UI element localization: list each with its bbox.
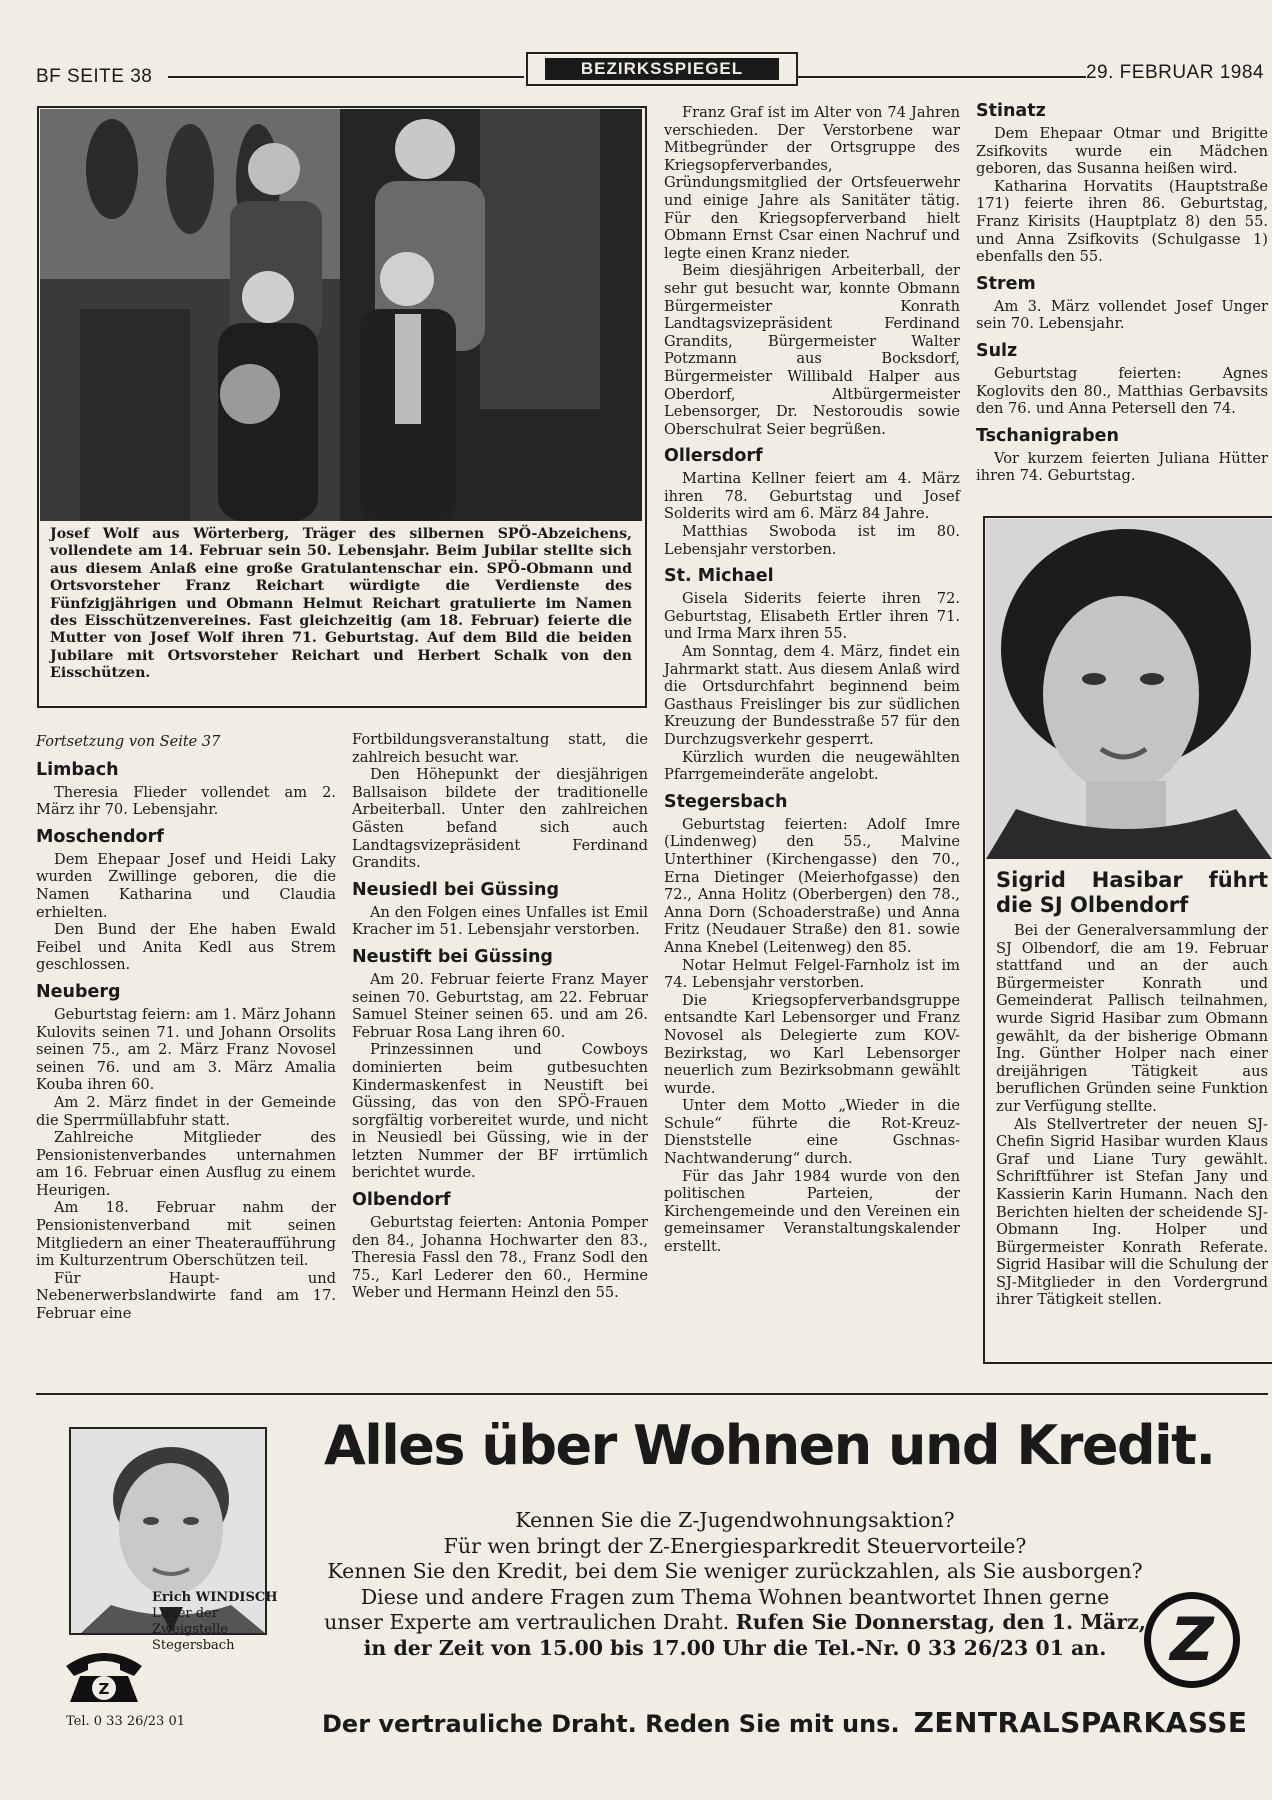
column-1 [36, 734, 336, 1323]
michael-text-1: Gisela Siderits feierte ihren 72. Geburtstag, Elisabeth Ertler ihren 71. und Irma Marx ihren 55. [664, 590, 960, 643]
heading-sulz: Sulz [976, 340, 1018, 361]
neustift-text-2: Prinzessinnen und Cowboys dominierten beim gutbesuchten Kindermaskenfest in Neustift bei Güssing, das von den SPÖ-Frauen sorgfältig vorbereitet wurde, und nicht in Neusiedl bei Güssing, wie in der letzten Nummer der BF irrtümlich berichtet wurde. [352, 1041, 648, 1182]
heading-strem: Strem [976, 273, 1036, 294]
advisor-contact [152, 1590, 278, 1654]
ad-line-3: Kennen Sie den Kredit, bei dem Sie weniger zurückzahlen, als Sie ausborgen? [327, 1559, 1143, 1584]
heading-st-michael: St. Michael [664, 566, 774, 587]
z-logo-icon [1144, 1592, 1240, 1688]
michael-text-3: Kürzlich wurden die neugewählten Pfarrgemeinderäte angelobt. [664, 748, 960, 784]
ad-line-4: Diese und andere Fragen zum Thema Wohnen beantwortet Ihnen gerne [360, 1584, 1110, 1609]
photo-caption: Josef Wolf aus Wörterberg, Träger des silbernen SPÖ-Abzeichens, vollendete am 14. Februar sein 50. Lebensjahr. Beim Jubilar stellte sich aus diesem Anlaß eine große Gratulantenschar ein. SPÖ-Obmann und Ortsvorsteher Franz Reichart würdigte die Verdienste des Fünfzigjährigen und Obmann Helmut Reichart gratulierte im Namen des Eisschützenvereines. Fast gleichzeitig (am 18. Februar) feierte die Mutter von Josef Wolf ihren 71. Geburtstag. Auf dem Bild die beiden Jubilare mit Ortsvorsteher Reichart und Herbert Schalk von den Eisschützen. [50, 526, 632, 682]
advisor-name: Erich WINDISCH [152, 1590, 278, 1605]
stegersbach-text-2: Notar Helmut Felgel-Farnholz ist im 74. Lebensjahr verstorben. [664, 956, 960, 992]
ollersdorf-text-2: Matthias Swoboda ist im 80. Lebensjahr verstorben. [664, 523, 960, 558]
ad-line-6: in der Zeit von 15.00 bis 17.00 Uhr die Tel.-Nr. 0 33 26/23 01 an. [363, 1635, 1107, 1660]
advisor-role-2: Zweigstelle [152, 1622, 228, 1637]
moschendorf-text-2: Den Bund der Ehe haben Ewald Feibel und Anita Kedl aus Strem geschlossen. [36, 921, 336, 974]
issue-date: 29. FEBRUAR 1984 [1085, 62, 1264, 83]
header-rule-right [796, 76, 1086, 78]
sj-article [996, 868, 1268, 1309]
telephone-icon [62, 1646, 146, 1706]
neusiedl-text-1: An den Folgen eines Unfalles ist Emil Kracher im 51. Lebensjahr verstorben. [352, 903, 648, 939]
continuation-note: Fortsetzung von Seite 37 [36, 734, 221, 750]
olbendorf-text-1: Geburtstag feierten: Antonia Pomper den 84., Johanna Hochwarter den 83., Theresia Fassl den 78., Franz Sodl den 75., Karl Lederer den 60., Hermine Weber und Hermann Heinzl den 55. [352, 1214, 648, 1302]
heading-tschanigraben: Tschanigraben [976, 425, 1119, 446]
section-label [526, 52, 798, 86]
sulz-text-1: Geburtstag feierten: Agnes Koglovits den 80., Matthias Gerbavsits den 76. und Anna Petersell den 74. [976, 364, 1268, 418]
ad-line-5a: unser Experte am vertraulichen Draht. [324, 1610, 730, 1635]
neuberg-text-2: Am 2. März findet in der Gemeinde die Sperrmüllabfuhr statt. [36, 1093, 336, 1129]
ad-line-5b: Rufen Sie Donnerstag, den 1. März, [735, 1610, 1146, 1635]
column-4 [976, 100, 1268, 485]
advisor-phone: Tel. 0 33 26/23 01 [66, 1714, 185, 1729]
strem-text-1: Am 3. März vollendet Josef Unger sein 70. Lebensjahr. [976, 297, 1268, 333]
neuberg-text-1: Geburtstag feiern: am 1. März Johann Kulovits seinen 71. und Johann Orsolits seinen 75., am 2. März Franz Novosel seinen 76. und am 3. März Amalia Kouba ihren 60. [36, 1005, 336, 1094]
ad-line-1: Kennen Sie die Z-Jugendwohnungsaktion? [515, 1508, 955, 1532]
heading-moschendorf: Moschendorf [36, 826, 164, 847]
heading-stinatz: Stinatz [976, 101, 1046, 121]
neuberg-text-3: Zahlreiche Mitglieder des Pensionistenverbandes unternahmen am 16. Februar einen Ausflug zu einem Heurigen. [36, 1129, 336, 1199]
z-logo-letter: Z [1170, 1605, 1214, 1675]
group-photo-image [40, 109, 642, 521]
heading-neuberg: Neuberg [36, 981, 121, 1002]
col2-continued-text: Fortbildungsveranstaltung statt, die zahlreich besucht war. [352, 731, 648, 766]
ad-brand: ZENTRALSPARKASSE [913, 1706, 1248, 1739]
svg-text:Z: Z [98, 1680, 110, 1698]
advisor-role-1: Leiter der [152, 1606, 218, 1621]
ad-footer [322, 1706, 1248, 1739]
heading-stegersbach: Stegersbach [664, 791, 788, 812]
ad-slogan: Der vertrauliche Draht. Reden Sie mit uns. [322, 1710, 900, 1738]
graf-text-2: Beim diesjährigen Arbeiterball, der sehr gut besucht war, konnte Obmann Bürgermeister Konrath Landtagsvizepräsident Ferdinand Grandits, Bürgermeister Walter Potzmann aus Bocksdorf, Bürgermeister Willibald Halper aus Oberdorf, Altbürgermeister Lebensorger, Dr. Nestoroudis sowie Oberschulrat Seier begrüßen. [664, 262, 960, 438]
ad-line-5 [270, 1610, 1200, 1636]
ad-text-block [270, 1508, 1200, 1662]
neustift-text-1: Am 20. Februar feierte Franz Mayer seinen 70. Geburtstag, am 22. Februar Samuel Steiner seinen 65. und am 26. Februar Rosa Lang ihren 60. [352, 970, 648, 1041]
group-photo [40, 109, 642, 521]
stegersbach-text-4: Unter dem Motto „Wieder in die Schule“ führte die Rot-Kreuz-Dienststelle eine Gschnas-Nachtwanderung“ durch. [664, 1097, 960, 1168]
heading-neustift: Neustift bei Güssing [352, 946, 553, 967]
column-3 [664, 104, 960, 1256]
michael-text-2: Am Sonntag, dem 4. März, findet ein Jahrmarkt statt. Aus diesem Anlaß wird die Ortsdurchfahrt beginnend beim Gasthaus Freislinger bis zur südlichen Kreuzung der Bundesstraße 57 für den Durchzugsverkehr gesperrt. [664, 643, 960, 748]
portrait-image [986, 519, 1272, 859]
ad-top-rule [36, 1393, 1268, 1395]
heading-limbach: Limbach [36, 759, 119, 780]
stegersbach-text-5: Für das Jahr 1984 wurde von den politischen Parteien, der Kirchengemeinde und den Vereinen ein gemeinsamer Veranstaltungskalender erstellt. [664, 1167, 960, 1256]
stinatz-text-2: Katharina Horvatits (Hauptstraße 171) feierte ihren 86. Geburtstag, Franz Kirisits (Hauptplatz 8) den 55. und Anna Zsifkovits (Schulgasse 1) ebenfalls den 55. [976, 177, 1268, 266]
advisor-role-3: Stegersbach [152, 1638, 235, 1653]
graf-text-1: Franz Graf ist im Alter von 74 Jahren verschieden. Der Verstorbene war Mitbegründer der Ortsgruppe des Kriegsopferverbandes, Gründungsmitglied der Ortsfeuerwehr und einige Jahre als Sanitäter tätig. Für den Kriegsopferverband hielt Obmann Ernst Csar einen Nachruf und legte einen Kranz nieder. [664, 104, 960, 262]
column-2 [352, 731, 648, 1302]
heading-olbendorf: Olbendorf [352, 1190, 451, 1211]
stegersbach-text-3: Die Kriegsopferverbandsgruppe entsandte Karl Lebensorger und Franz Novosel als Delegierte zum KOV-Bezirkstag, wo Karl Lebensorger neuerlich zum Bezirksobmann gewählt wurde. [664, 991, 960, 1097]
neuberg-text-4: Am 18. Februar nahm der Pensionistenverband mit seinen Mitgliedern an einer Theateraufführung im Kulturzentrum Oberschützen teil. [36, 1199, 336, 1270]
heading-neusiedl: Neusiedl bei Güssing [352, 879, 560, 900]
limbach-text-1: Theresia Flieder vollendet am 2. März ihr 70. Lebensjahr. [36, 783, 336, 819]
header-rule-left [168, 76, 524, 78]
heading-ollersdorf: Ollersdorf [664, 446, 763, 467]
col2-ball-text: Den Höhepunkt der diesjährigen Ballsaison bildete der traditionelle Arbeiterball. Unter den zahlreichen Gästen befand sich auch Landtagsvizepräsident Ferdinand Grandits. [352, 766, 648, 872]
portrait-photo [986, 519, 1272, 859]
sj-text-1: Bei der Generalversammlung der SJ Olbendorf, die am 19. Februar stattfand und an der auch Bürgermeister Konrath und Gemeinderat Pallisch teilnahmen, wurde Sigrid Hasibar zum Obmann gewählt, da der bisherige Obmann Ing. Günther Holper nach einer dreijährigen Tätigkeit aus beruflichen Gründen seine Funktion zur Verfügung stellte. [996, 922, 1268, 1115]
section-title: BEZIRKSSPIEGEL [545, 58, 779, 80]
sj-text-2: Als Stellvertreter der neuen SJ-Chefin Sigrid Hasibar wurden Klaus Graf und Liane Tury gewählt. Schriftführer ist Stefan Jany und Kassierin Karin Humann. Nach den Berichten hielten der scheidende SJ-Obmann Ing. Holper und Bürgermeister Konrath Referate. Sigrid Hasibar will die Schulung der SJ-Mitglieder in den Vordergrund ihrer Tätigkeit stellen. [996, 1115, 1268, 1309]
stinatz-text-1: Dem Ehepaar Otmar und Brigitte Zsifkovits wurde ein Mädchen geboren, das Susanna heißen wird. [976, 125, 1268, 178]
page-label: BF SEITE 38 [36, 66, 153, 87]
ad-line-2: Für wen bringt der Z-Energiesparkredit Steuervorteile? [443, 1533, 1027, 1558]
stegersbach-text-1: Geburtstag feierten: Adolf Imre (Lindenweg) den 55., Malvine Unterthiner (Kirchengasse) den 70., Erna Dietinger (Meierhofgasse) den 72., Anna Holitz (Oberbergen) den 78., Anna Dorn (Schoaderstraße) und Anna Fritz (Neudauer Straße) den 81. sowie Anna Knebel (Leitenweg) den 85. [664, 815, 960, 956]
sj-article-title: Sigrid Hasibar führt die SJ Olbendorf [996, 868, 1268, 917]
neuberg-text-5: Für Haupt- und Nebenerwerbslandwirte fand am 17. Februar eine [36, 1269, 336, 1323]
moschendorf-text-1: Dem Ehepaar Josef und Heidi Laky wurden Zwillinge geboren, die die Namen Katharina und Claudia erhielten. [36, 850, 336, 921]
tschanigraben-text-1: Vor kurzem feierten Juliana Hütter ihren 74. Geburtstag. [976, 449, 1268, 485]
ad-headline: Alles über Wohnen und Kredit. [324, 1414, 1215, 1477]
ollersdorf-text-1: Martina Kellner feiert am 4. März ihren 78. Geburtstag und Josef Solderits wird am 6. März 84 Jahre. [664, 470, 960, 523]
